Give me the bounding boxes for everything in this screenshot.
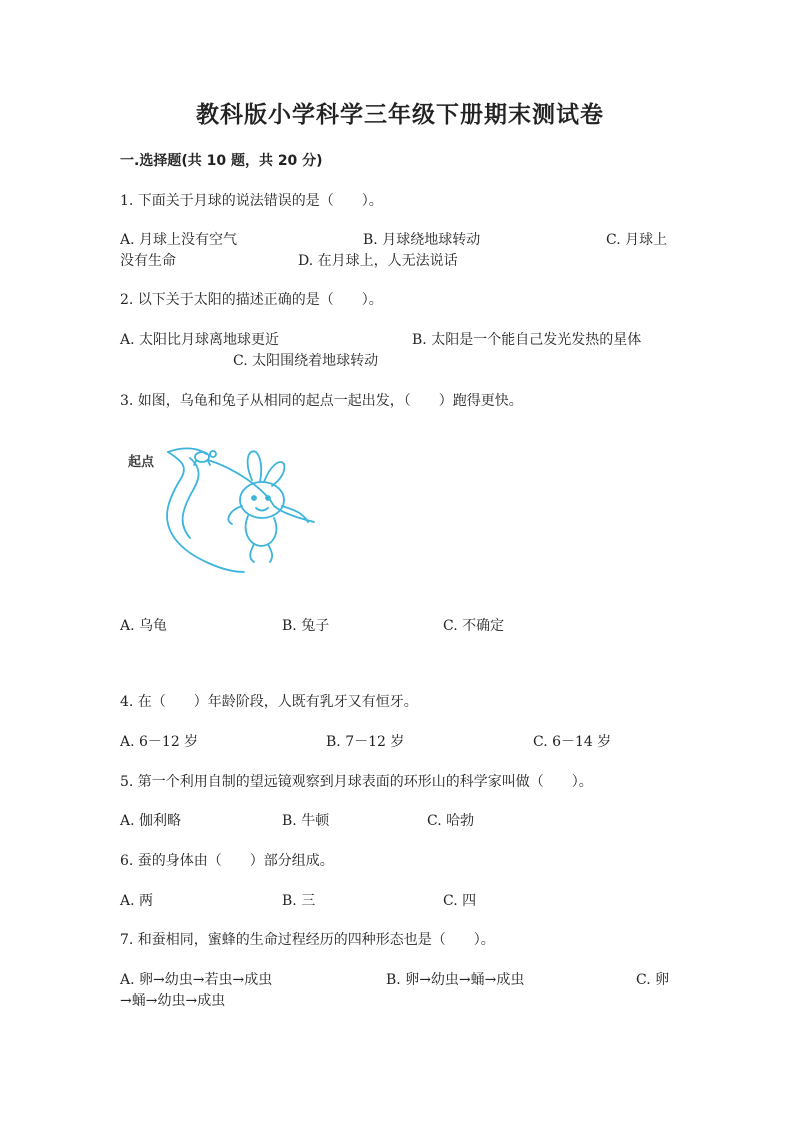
question-5-option-a: A. 伽利略 [120,813,182,829]
question-7-option-b: B. 卵→幼虫→蛹→成虫 [386,972,525,988]
question-6-stem: 6. 蚕的身体由（ ）部分组成。 [120,853,334,869]
rabbit-eye-icon [252,496,256,500]
tortoise-shell-icon [195,452,209,462]
question-5-stem: 5. 第一个利用自制的望远镜观察到月球表面的环形山的科学家叫做（ ）。 [120,774,593,790]
question-1-stem: 1. 下面关于月球的说法错误的是（ ）。 [120,193,383,209]
track-top-left [168,448,206,454]
question-3-option-c: C. 不确定 [443,618,505,634]
question-1-option-b: B. 月球绕地球转动 [363,232,481,248]
question-2-option-b: B. 太阳是一个能自己发光发热的星体 [412,332,642,348]
question-1-option-c: C. 月球上 [606,232,668,248]
question-3-stem: 3. 如图，乌龟和兔子从相同的起点一起出发，（ ）跑得更快。 [120,393,523,409]
rabbit-left-ear-icon [248,451,262,482]
tortoise-head-icon [210,451,216,457]
question-4-option-a: A. 6－12 岁 [120,734,199,750]
question-6-option-c: C. 四 [443,893,477,909]
tortoise-rabbit-figure [124,440,324,575]
rabbit-mouth-icon [256,508,268,511]
rabbit-right-leg-icon [268,544,272,562]
question-7-option-c: C. 卵 [636,972,670,988]
question-5-option-c: C. 哈勃 [427,813,475,829]
rabbit-left-arm-icon [228,506,242,524]
section-heading: 一.选择题(共 10 题，共 20 分) [120,153,323,169]
page-title: 教科版小学科学三年级下册期末测试卷 [196,102,604,128]
rabbit-left-leg-icon [250,544,254,562]
race-illustration [124,440,324,575]
question-2-stem: 2. 以下关于太阳的描述正确的是（ ）。 [120,292,383,308]
question-3-option-b: B. 兔子 [282,618,330,634]
question-6-option-b: B. 三 [282,893,316,909]
question-6-option-a: A. 两 [120,893,154,909]
question-3-option-a: A. 乌龟 [120,618,168,634]
question-4-option-c: C. 6－14 岁 [533,734,612,750]
question-1-option-d: D. 在月球上，人无法说话 [298,253,458,269]
question-1-option-a: A. 月球上没有空气 [120,232,238,248]
track-inner-curve [183,458,199,538]
question-5-option-b: B. 牛顿 [282,813,330,829]
rabbit-head-icon [240,482,284,518]
rabbit-eye-icon [266,496,270,500]
question-4-option-b: B. 7－12 岁 [326,734,405,750]
rabbit-body-icon [246,516,277,546]
question-7-option-a: A. 卵→幼虫→若虫→成虫 [120,972,273,988]
start-label: 起点 [128,455,155,470]
question-7-stem: 7. 和蚕相同，蜜蜂的生命过程经历的四种形态也是（ ）。 [120,932,495,948]
question-7-option-c-continued: →蛹→幼虫→成虫 [120,993,226,1009]
question-2-option-a: A. 太阳比月球离地球更近 [120,332,280,348]
question-2-option-c: C. 太阳围绕着地球转动 [233,353,379,369]
question-1-option-c-continued: 没有生命 [120,253,176,269]
question-4-stem: 4. 在（ ）年龄阶段，人既有乳牙又有恒牙。 [120,694,418,710]
